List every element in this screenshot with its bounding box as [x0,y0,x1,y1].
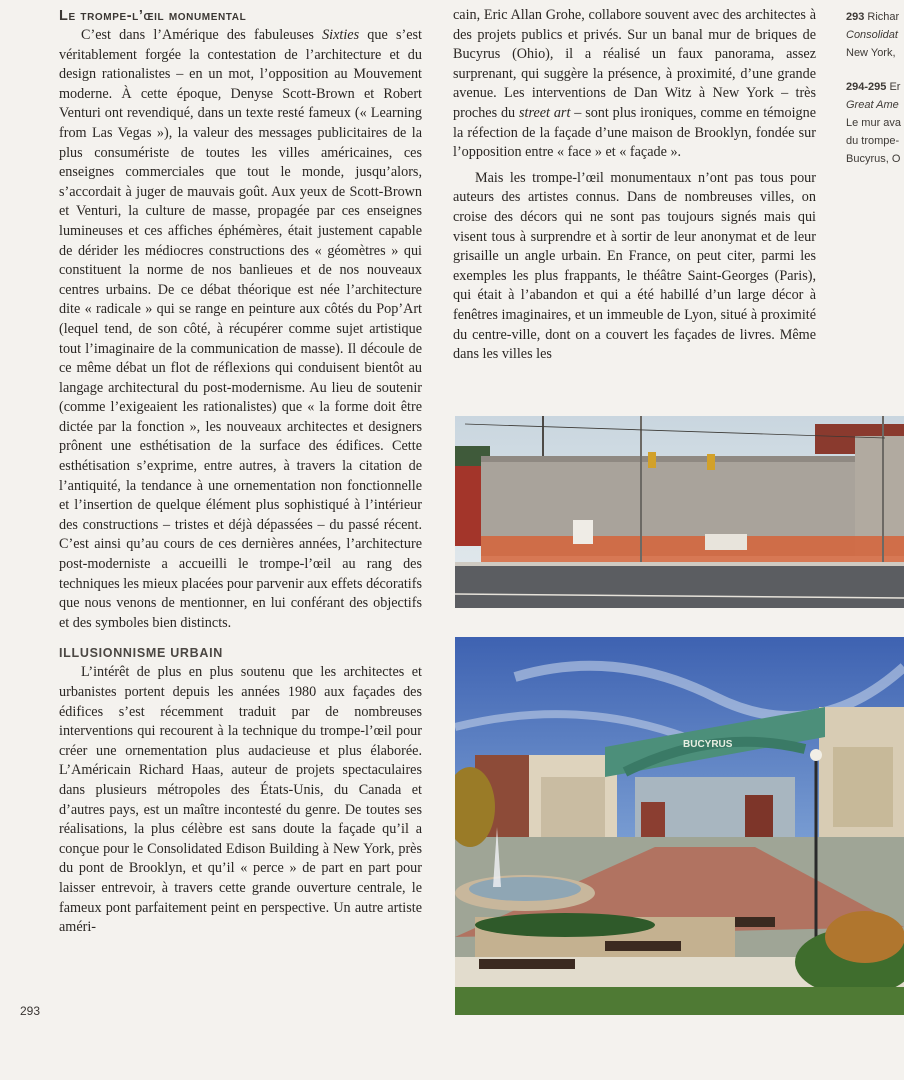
photo-blank-wall-image [455,416,904,608]
middle-paragraph-2: Mais les trompe-l’œil monumentaux n’ont pas tous pour auteurs des artistes connus. Dans de nombreuses villes, on croise des décors qui ne sont pas toujours signés mais qui visent tous à surprendre et à sortir de leur anonymat et de leur grisaille un angle urbain. En France, on peut citer, parmi les exemples les plus frappants, le théâtre Saint-Georges (Paris), qui était à l’abandon et qui a été habillé d’un large décor à fenêtres imaginaires, et un immeuble de Lyon, situé à proximité du centre-ville, dont on a couvert les façades de livres. Même dans les villes les [453,169,816,363]
subsection-paragraph: L’intérêt de plus en plus soutenu que les architectes et urbanistes portent depuis les années 1980 aux façades des édifices s’est récemment traduit par de nombreuses interventions qui recourent à la technique du trompe-l’œil pour créer une ornementation plus audacieuse et plus élaborée. L’Américain Richard Haas, auteur de projets spectaculaires dans plusieurs métropoles des États-Unis, du Canada et d’autres pays, est un maître incontesté du genre. De toutes ses réalisations, la plus célèbre est sans doute la façade qu’il a conçue pour le Consolidated Edison Building à New York, près du pont de Brooklyn, et qu’il « perce » de part en part pour laisser entrevoir, à travers cette grande ouverture centrale, le fameux pont parfaitement peint en perspective. Un autre artiste améri- [59,664,422,936]
photo-blank-wall [455,416,904,608]
caption-293: 293 Richar Consolidat New York, [846,11,900,59]
section-paragraph: C’est dans l’Amérique des fabuleuses Sixties que s’est véritablement forgée la contestation de l’architecture et du design rationalistes – en un mot, l’opposition au Mouvement moderne. À cette époque, Denyse Scott-Brown et Robert Venturi ont revendiqué, dans un texte resté fameux (« Learning from Las Vegas »), la valeur des messages publicitaires de la plus consumériste de toutes les villes américaines, ces enseignes commerciales que tout le monde, jusqu’alors, s’accordait à juger de mauvais goût. Aux yeux de Scott-Brown et Venturi, la culture de masse, propagée par ces enseignes lumineuses et ces affiches éphémères, était justement capable de dérider les médiocres constructions des « géomètres » qui constituent la norme de nos banlieues et de nos nouveaux centres urbains. De ce débat théorique est née l’architecture dite « radicale » qui se range en peinture aux côtés du Pop’Art (lequel tend, de son côté, à récupérer comme sujet artistique tout l’imaginaire de la communication de masse). Il découle de ce même débat un flot de réflexions qui conduisent bientôt au langage architectural du post-modernisme. Au lieu de soutenir (comme l’exigeaient les rationalistes) que « la forme doit être dictée par la fonction », les nouveaux architectes et designers prônent une esthétisation de la surface des édifices. Cette esthétisation s’exprime, entre autres, à travers la citation de l’antiquité, la tendance à une ornementation non fonctionnelle et l’insertion de quelque élément plus sophistiqué à l’intérieur des constructions – tristes et déjà dépassées – du passé récent. C’est ainsi qu’au cours de ces dernières années, l’architecture post-moderniste a accueilli le trompe-l’œil au rang des techniques les mieux placées pour parvenir aux effets décoratifs que nous venons de mentionner, en lui conférant des objectifs et des symboles bien distincts. [59,27,422,631]
photo-mural-bucyrus [455,637,904,1015]
photo-mural-bucyrus-image [455,637,904,1015]
subsection-title: ILLUSIONNISME URBAIN [59,646,223,661]
middle-paragraph-1: cain, Eric Allan Grohe, collabore souvent avec des architectes à des projets publics et privés. Sur un banal mur de briques de Bucyrus (Ohio), il a réalisé un faux panorama, assez surprenant, qui suggère la présence, à proximité, d’une grande avenue. Les interventions de Dan Witz à New York – très proches du street art – sont plus ironiques, comme en témoigne la réfection de la façade d’une maison de Brooklyn, fondée sur l’opposition entre « face » et « façade ». [453,7,816,161]
caption-294-295: 294-295 Er Great Ame Le mur ava du trompe- Bucyrus, O [846,81,902,165]
middle-text-column [453,6,816,365]
section-title: Le trompe-l’œil monumental [59,8,247,24]
figure-captions [846,8,904,184]
left-text-column [59,6,422,938]
page-number: 293 [20,1004,41,1018]
mural-sign-text: BUCYRUS [683,739,733,750]
